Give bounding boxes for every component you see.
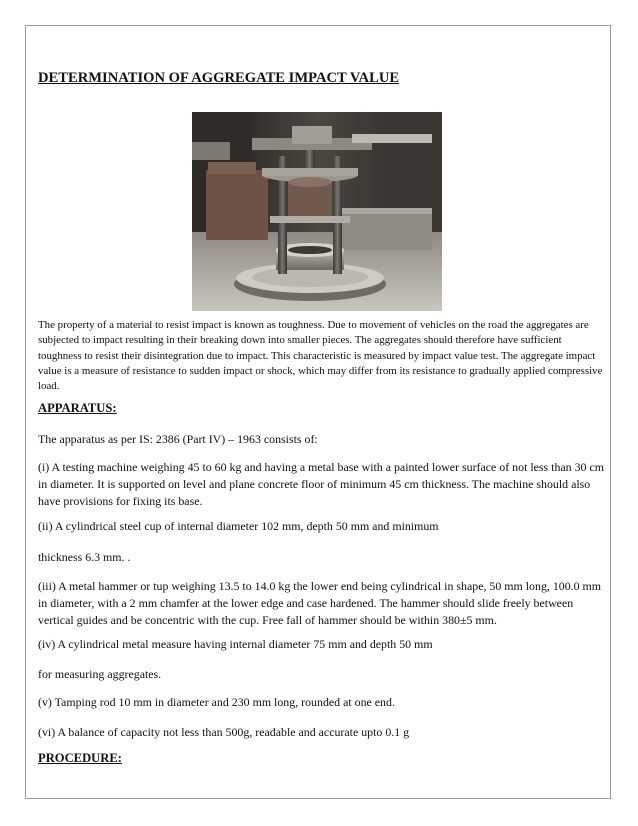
apparatus-heading: APPARATUS:: [38, 401, 117, 415]
apparatus-item-6: (vi) A balance of capacity not less than 500g, readable and accurate upto 0.1 g: [38, 725, 410, 739]
apparatus-item-3: (iii) A metal hammer or tup weighing 13.5 to 14.0 kg the lower end being cylindrical in shape, 50 mm long, 100.0 mm in diameter, with a 2 mm chamfer at the lower edge and case hardened. The hammer should slide freely between vertical guides and be concentric with the cup. Free fall of hammer should be within 380±5 mm.: [38, 579, 602, 627]
page-title: DETERMINATION OF AGGREGATE IMPACT VALUE: [38, 70, 400, 86]
apparatus-item-4: (iv) A cylindrical metal measure having internal diameter 75 mm and depth 50 mm: [38, 637, 433, 651]
impact-testing-machine-photo: [192, 112, 442, 311]
apparatus-item-5: (v) Tamping rod 10 mm in diameter and 230 mm long, rounded at one end.: [38, 695, 395, 709]
intro-paragraph: The property of a material to resist impact is known as toughness. Due to movement of vehicles on the road the aggregates are subjected to impact resulting in their breaking down into smaller pieces. The aggregates should therefore have sufficient toughness to resist their disintegration due to impact. This characteristic is measured by impact value test. The aggregate impact value is a measure of resistance to sudden impact or shock, which may differ from its resistance to gradually applied compressive load.: [38, 319, 603, 393]
procedure-heading: PROCEDURE:: [38, 751, 122, 765]
apparatus-item-4-continued: for measuring aggregates.: [38, 667, 162, 681]
apparatus-intro: The apparatus as per IS: 2386 (Part IV) – 1963 consists of:: [38, 432, 318, 446]
apparatus-item-2-continued: thickness 6.3 mm. .: [38, 550, 131, 564]
apparatus-item-2: (ii) A cylindrical steel cup of internal diameter 102 mm, depth 50 mm and minimum: [38, 519, 439, 533]
apparatus-item-1: (i) A testing machine weighing 45 to 60 kg and having a metal base with a painted lower surface of not less than 30 cm in diameter. It is supported on level and plane concrete floor of minimum 45 cm thickness. The machine should also have provisions for fixing its base.: [38, 460, 604, 508]
